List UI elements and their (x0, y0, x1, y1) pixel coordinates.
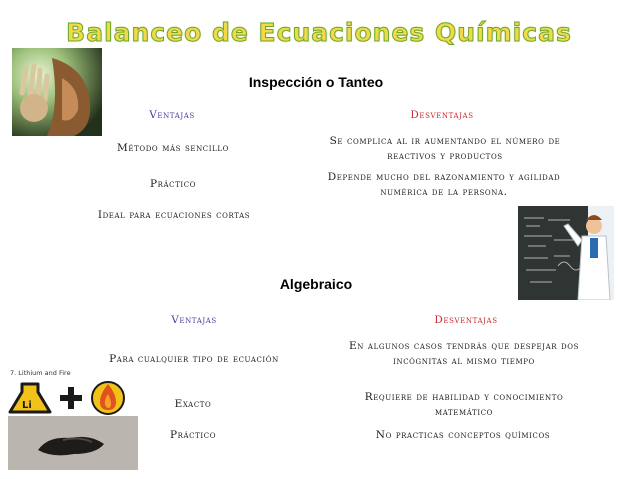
section2-ventaja-1: Para cualquier tipo de ecuación (109, 353, 279, 365)
section2-desventajas-label: Desventajas (434, 314, 498, 326)
face-hand-image (12, 48, 102, 136)
section2-heading: Algebraico (279, 276, 353, 292)
lithium-fire-caption: 7. Lithium and Fire (10, 369, 71, 377)
section2-ventaja-3: Práctico (169, 429, 217, 441)
section1-ventaja-1: Método más sencillo (117, 142, 229, 154)
lithium-fire-image (8, 366, 138, 470)
section1-desventaja-1: Se complica al ir aumentando el número de reactivos y productos (329, 135, 561, 162)
section1-heading: Inspección o Tanteo (248, 74, 384, 90)
scientist-chalkboard-image (518, 206, 614, 300)
section1-ventaja-3: Ideal para ecuaciones cortas (97, 209, 251, 221)
section2-desventaja-3: No practicas conceptos químicos (375, 429, 551, 441)
section1-ventajas-label: Ventajas (149, 109, 195, 121)
flask-label: Li (22, 400, 32, 411)
section2-desventaja-1: En algunos casos tendrás que despejar dos incógnitas al mismo tiempo (348, 340, 579, 367)
section2-ventajas-label: Ventajas (171, 314, 217, 326)
section1-desventajas-label: Desventajas (410, 109, 474, 121)
section1-ventaja-2: Práctico (149, 178, 197, 190)
section2-desventaja-2: Requiere de habilidad y conocimiento matemático (364, 391, 564, 418)
section1-desventaja-2: Depende mucho del razonamiento y agilidad numérica de la persona. (327, 171, 561, 198)
page-title: Balanceo de Ecuaciones Químicas (66, 18, 572, 47)
section2-ventaja-2: Exacto (174, 398, 212, 410)
